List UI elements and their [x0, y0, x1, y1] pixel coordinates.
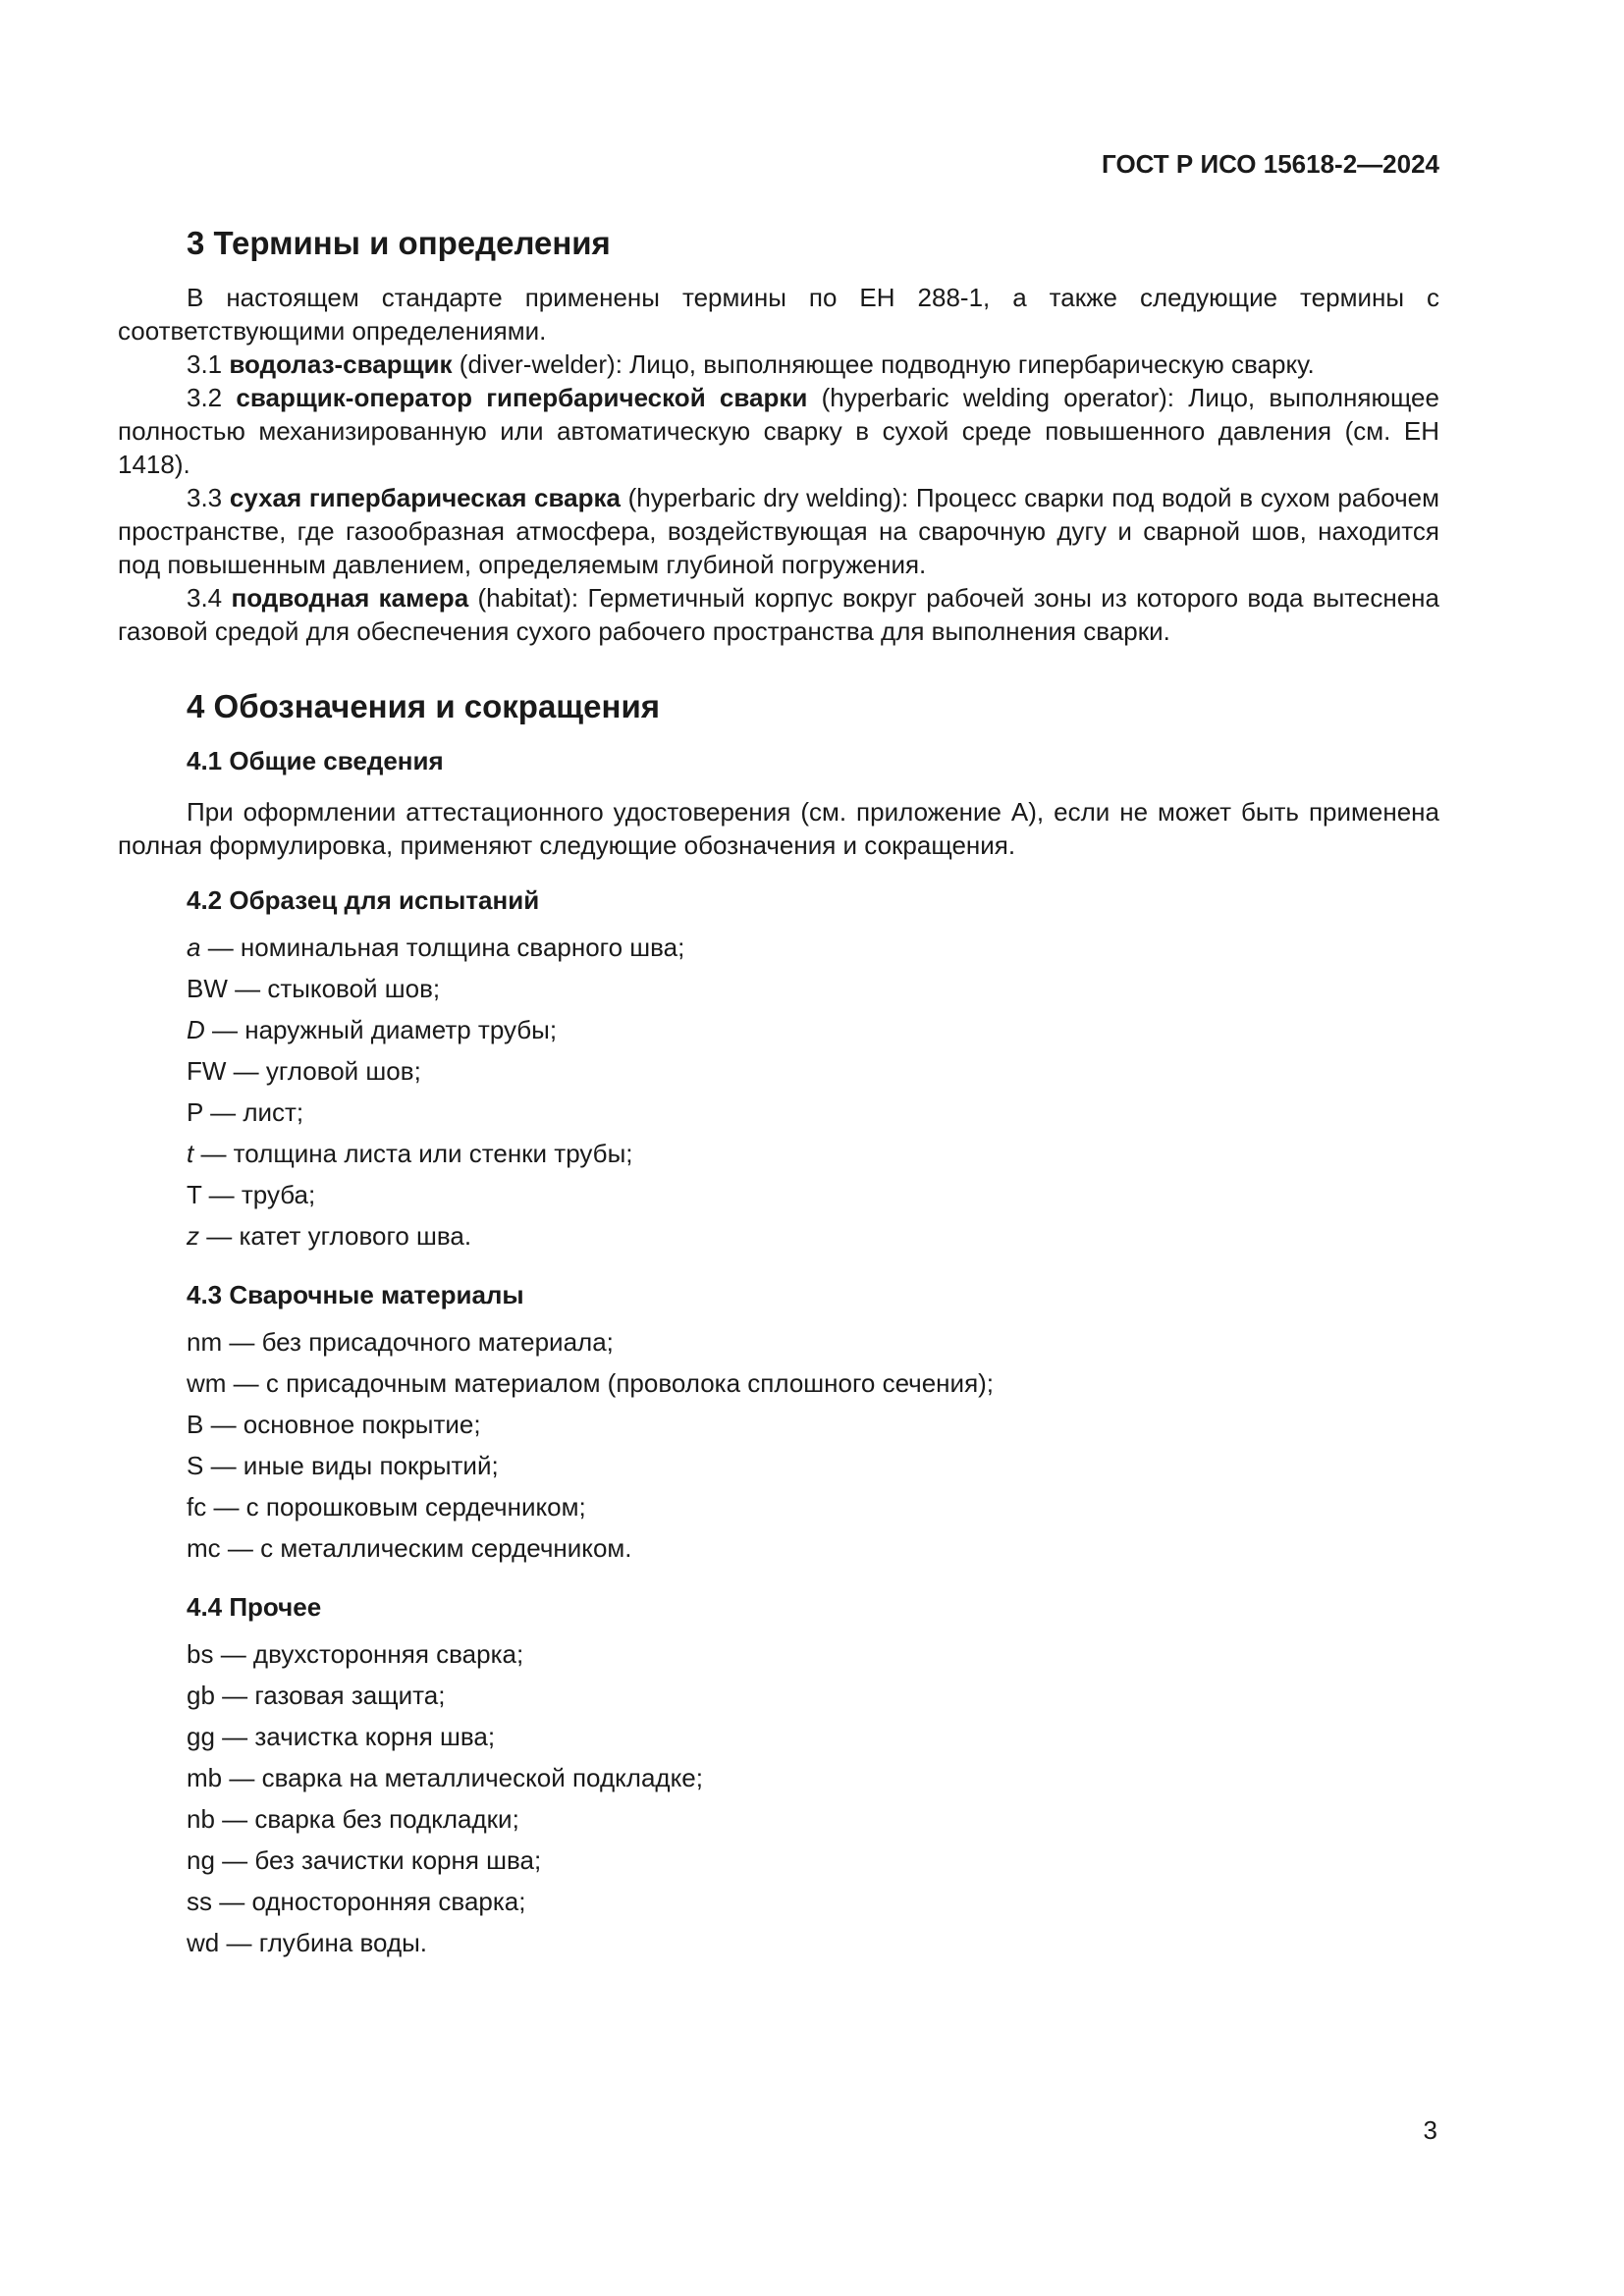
list-item — [187, 927, 1439, 968]
term-name: подводная камера — [231, 583, 469, 613]
list-item — [187, 1050, 1439, 1092]
symbol-meaning: — без присадочного материала; — [222, 1327, 614, 1357]
section-3-title: 3 Термины и определения — [187, 225, 611, 261]
symbol: D — [187, 1015, 205, 1044]
term-3-4 — [118, 581, 1439, 648]
list-item — [187, 1133, 1439, 1174]
symbol-meaning: — угловой шов; — [226, 1056, 421, 1086]
symbol: a — [187, 933, 201, 962]
symbol-meaning: — лист; — [202, 1097, 304, 1127]
list-item — [187, 1215, 1439, 1256]
symbol: P — [187, 1097, 203, 1127]
other-symbols-list — [118, 1633, 1439, 1963]
symbol: BW — [187, 974, 228, 1003]
page-content — [118, 222, 1439, 1963]
list-item — [187, 1092, 1439, 1133]
symbol: bs — [187, 1639, 214, 1669]
term-definition: (diver-welder): Лицо, выполняющее подводную гипербарическую сварку. — [452, 349, 1315, 379]
list-item — [187, 1174, 1439, 1215]
list-item — [187, 1486, 1439, 1527]
section-4-title: 4 Обозначения и сокращения — [187, 688, 660, 724]
list-item — [187, 1633, 1439, 1675]
subsection-4-2-title: 4.2 Образец для испытаний — [187, 885, 540, 915]
term-number: 3.2 — [187, 383, 223, 412]
list-item — [187, 1321, 1439, 1362]
list-item — [187, 968, 1439, 1009]
symbol: S — [187, 1451, 204, 1480]
term-definition: (hyperbaric dry welding): Процесс сварки под водой в сухом рабочем пространстве, где газообразная атмосфера, воздействующая на сварочную дугу и сварной шов, находится под повышенным давлением, определяемым глубиной погружения. — [118, 483, 1439, 579]
symbol-meaning: — иные виды покрытий; — [203, 1451, 499, 1480]
symbol: wm — [187, 1368, 227, 1398]
symbol-meaning: — без зачистки корня шва; — [214, 1845, 542, 1875]
symbol-meaning: — толщина листа или стенки трубы; — [193, 1139, 633, 1168]
list-item — [187, 1527, 1439, 1569]
symbol-meaning: — сварка на металлической подкладке; — [222, 1763, 703, 1792]
test-piece-symbols-list — [118, 927, 1439, 1256]
symbol: fc — [187, 1492, 207, 1522]
symbol-meaning: — катет углового шва. — [199, 1221, 472, 1251]
list-item — [187, 1922, 1439, 1963]
document-code: ГОСТ Р ИСО 15618-2—2024 — [1102, 149, 1439, 179]
term-definition: (hyperbaric welding operator): Лицо, выполняющее полностью механизированную или автоматическую сварку в сухой среде повышенного давления (см. ЕН 1418). — [118, 383, 1439, 479]
symbol: gb — [187, 1681, 215, 1710]
symbol: nb — [187, 1804, 215, 1834]
list-item — [187, 1798, 1439, 1840]
symbol: ss — [187, 1887, 212, 1916]
section-3 — [118, 222, 1439, 648]
subsection-4-1-title: 4.1 Общие сведения — [187, 746, 444, 775]
symbol: B — [187, 1410, 204, 1439]
page-number: 3 — [1423, 2115, 1437, 2145]
symbol: gg — [187, 1722, 215, 1751]
symbol: ng — [187, 1845, 215, 1875]
term-definition: (habitat): Герметичный корпус вокруг рабочей зоны из которого вода вытеснена газовой средой для обеспечения сухого рабочего пространства для выполнения сварки. — [118, 583, 1439, 646]
symbol-meaning: — зачистка корня шва; — [214, 1722, 496, 1751]
subsection-4-1-text: При оформлении аттестационного удостоверения (см. приложение А), если не может быть применена полная формулировка, применяют следующие обозначения и сокращения. — [118, 797, 1439, 860]
list-item — [187, 1675, 1439, 1716]
term-3-2 — [118, 381, 1439, 481]
list-item — [187, 1881, 1439, 1922]
term-3-3 — [118, 481, 1439, 581]
symbol-meaning: — с присадочным материалом (проволока сплошного сечения); — [226, 1368, 995, 1398]
symbol-meaning: — основное покрытие; — [203, 1410, 481, 1439]
symbol-meaning: — стыковой шов; — [227, 974, 441, 1003]
symbol-meaning: — с металлическим сердечником. — [220, 1533, 632, 1563]
subsection-4-3-title: 4.3 Сварочные материалы — [187, 1280, 524, 1309]
symbol-meaning: — глубина воды. — [219, 1928, 428, 1957]
section-3-intro: В настоящем стандарте применены термины по ЕН 288-1, а также следующие термины с соответствующими определениями. — [118, 283, 1439, 346]
symbol: nm — [187, 1327, 223, 1357]
list-item — [187, 1716, 1439, 1757]
list-item — [187, 1757, 1439, 1798]
symbol-meaning: — номинальная толщина сварного шва; — [200, 933, 685, 962]
symbol: wd — [187, 1928, 220, 1957]
term-number: 3.4 — [187, 583, 223, 613]
symbol: mc — [187, 1533, 221, 1563]
list-item — [187, 1840, 1439, 1881]
list-item — [187, 1009, 1439, 1050]
term-name: сухая гипербарическая сварка — [229, 483, 621, 512]
term-3-1 — [118, 347, 1439, 381]
symbol-meaning: — с порошковым сердечником; — [206, 1492, 586, 1522]
symbol-meaning: — труба; — [201, 1180, 316, 1209]
symbol-meaning: — двухсторонняя сварка; — [213, 1639, 524, 1669]
symbol: z — [187, 1221, 199, 1251]
term-number: 3.3 — [187, 483, 223, 512]
subsection-4-4-title: 4.4 Прочее — [187, 1592, 322, 1622]
symbol: mb — [187, 1763, 223, 1792]
list-item — [187, 1404, 1439, 1445]
symbol: t — [187, 1139, 194, 1168]
symbol-meaning: — сварка без подкладки; — [214, 1804, 519, 1834]
symbol: FW — [187, 1056, 227, 1086]
term-number: 3.1 — [187, 349, 223, 379]
term-name: сварщик-оператор гипербарической сварки — [236, 383, 808, 412]
symbol-meaning: — наружный диаметр трубы; — [204, 1015, 558, 1044]
list-item — [187, 1362, 1439, 1404]
symbol: T — [187, 1180, 202, 1209]
term-name: водолаз-сварщик — [229, 349, 453, 379]
symbol-meaning: — односторонняя сварка; — [212, 1887, 526, 1916]
list-item — [187, 1445, 1439, 1486]
section-4 — [118, 685, 1439, 1963]
consumables-symbols-list — [118, 1321, 1439, 1569]
symbol-meaning: — газовая защита; — [214, 1681, 446, 1710]
